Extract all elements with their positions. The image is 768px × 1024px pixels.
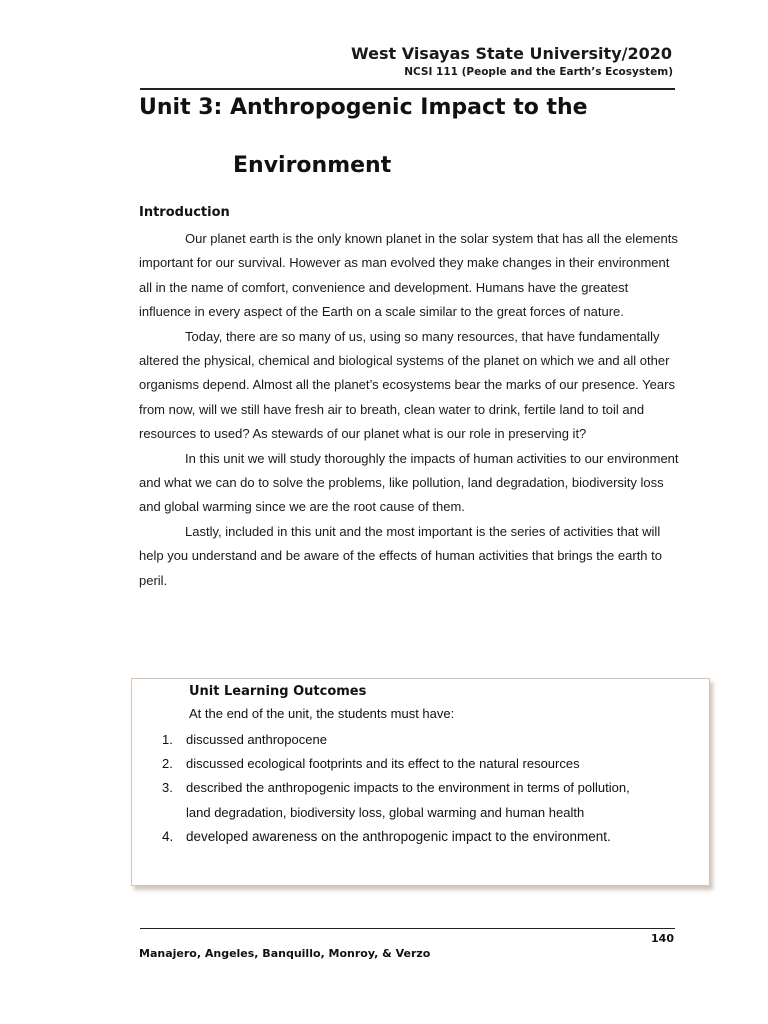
list-item-number: 3. [162,780,173,796]
list-item-text: discussed ecological footprints and its effect to the natural resources [186,756,580,772]
introduction-paragraph: Lastly, included in this unit and the most important is the series of activities that will help you understand and be aware of the effects of human activities that brings the earth to peril. [139,523,662,588]
page-number: 140 [651,932,674,945]
unit-title-line-2: Environment [233,153,392,178]
list-item [160,825,640,849]
header-university: West Visayas State University/2020 [351,44,672,63]
unit-title-line-1: Unit 3: Anthropogenic Impact to the [139,95,588,120]
introduction-heading: Introduction [139,205,230,220]
list-item-number: 1. [162,732,173,747]
footer-divider [140,928,675,929]
introduction-body [139,227,679,593]
list-item [160,776,640,824]
footer-authors: Manajero, Angeles, Banquillo, Monroy, & Verzo [139,947,431,960]
list-item-text: developed awareness on the anthropogenic impact to the environment. [186,828,611,844]
header-divider [140,88,675,90]
list-item-text: discussed anthropocene [186,732,327,747]
list-item-number: 2. [162,756,173,772]
learning-outcomes-heading: Unit Learning Outcomes [189,684,367,699]
header-course: NCSI 111 (People and the Earth’s Ecosystem) [404,66,673,78]
learning-outcomes-box [131,678,710,886]
list-item-text: described the anthropogenic impacts to the environment in terms of pollution, land degradation, biodiversity loss, global warming and human health [186,780,630,820]
introduction-paragraph: In this unit we will study thoroughly the impacts of human activities to our environment and what we can do to solve the problems, like pollution, land degradation, biodiversity loss and global warming since we are the root cause of them. [139,450,679,515]
learning-outcomes-list [160,728,640,849]
list-item-number: 4. [162,828,174,844]
introduction-paragraph: Today, there are so many of us, using so many resources, that have fundamentally altered the physical, chemical and biological systems of the planet on which we and all other organisms depend. Almost all the planet’s ecosystems bear the marks of our presence. Years from now, will we still have fresh air to breath, clean water to drink, fertile land to toil and resources to used? As stewards of our planet what is our role in preserving it? [139,328,675,442]
list-item [160,728,640,752]
learning-outcomes-intro: At the end of the unit, the students must have: [189,706,455,721]
list-item [160,752,640,776]
introduction-paragraph: Our planet earth is the only known planet in the solar system that has all the elements important for our survival. However as man evolved they make changes in their environment all in the name of comfort, convenience and development. Humans have the greatest influence in every aspect of the Earth on a scale similar to the great forces of nature. [139,231,678,320]
